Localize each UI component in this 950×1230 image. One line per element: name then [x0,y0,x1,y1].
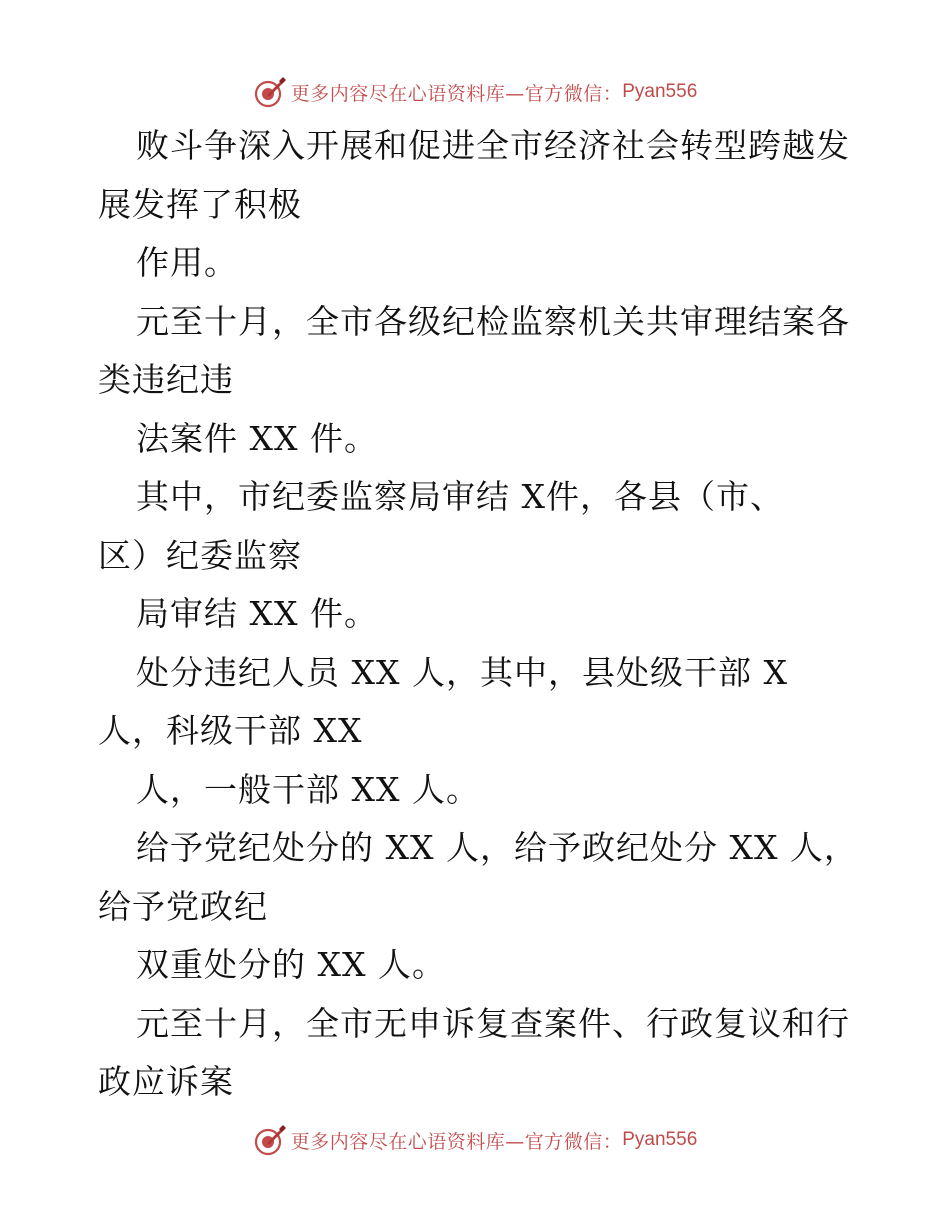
text-line: 处分违纪人员 XX 人，其中，县处级干部 X [136,652,788,692]
text-line: 其中，市纪委监察局审结 X件，各县（市、 [136,477,784,516]
text-line: 局审结 XX 件。 [136,594,378,633]
document-body [98,117,858,1112]
footer-banner-text: 更多内容尽在心语资料库—官方微信： [290,1130,623,1153]
header-banner-wechat-id: Pyan556 [622,81,698,102]
text-line: 人，一般干部 XX 人。 [136,769,480,809]
text-line: 人，科级干部 XX [98,711,363,750]
text-line: 政应诉案 [98,1062,234,1101]
header-banner-text: 更多内容尽在心语资料库—官方微信： [290,82,623,105]
text-line: 法案件 XX 件。 [136,418,378,458]
text-line: 元至十月，全市各级纪检监察机关共审理结案各 [136,301,850,341]
text-line: 展发挥了积极 [98,184,302,224]
text-line: 元至十月，全市无申诉复查案件、行政复议和行 [136,1003,850,1043]
text-line: 作用。 [136,243,238,282]
text-line: 双重处分的 XX 人。 [136,945,446,984]
text-line: 给予党政纪 [98,886,268,926]
quill-logo-icon [253,1123,287,1157]
header-banner [0,72,950,112]
footer-banner [0,1120,950,1160]
footer-banner-wechat-id: Pyan556 [622,1129,698,1150]
text-line: 败斗争深入开展和促进全市经济社会转型跨越发 [136,126,850,165]
text-line: 给予党纪处分的 XX 人，给予政纪处分 XX 人， [136,828,858,867]
text-line: 区）纪委监察 [98,535,302,575]
quill-logo-icon [253,75,287,109]
text-line: 类违纪违 [98,360,234,399]
